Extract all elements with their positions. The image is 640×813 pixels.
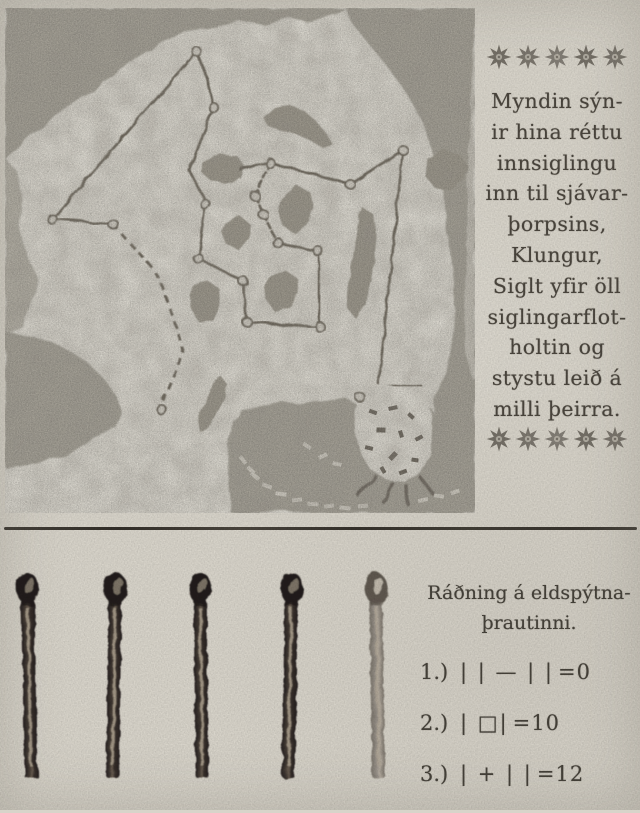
caption-line: siglingarflot- — [487, 304, 627, 329]
matchstick-expression: | □| — [460, 711, 509, 735]
solution-title-line1: Ráðning á eldspýtna- — [427, 582, 631, 604]
star-ornament-icon — [486, 424, 512, 454]
solution-item-1 — [420, 660, 638, 684]
star-ornament-icon — [573, 424, 599, 454]
matchstick-expression: | + | | — [460, 762, 533, 786]
star-ornament-icon — [573, 42, 599, 72]
caption-line: innsiglingu — [496, 150, 618, 175]
harbor-map — [5, 8, 475, 513]
matchstick-neck — [370, 598, 382, 606]
matchstick — [188, 572, 213, 778]
expression-result: =0 — [558, 660, 591, 684]
star-ornament-icon — [602, 42, 628, 72]
matchstick — [101, 572, 127, 778]
solution-panel — [420, 578, 638, 813]
star-ornament-icon — [515, 42, 541, 72]
caption-line: milli þeirra. — [493, 396, 621, 421]
matchstick-neck — [109, 598, 121, 606]
matchstick-neck — [21, 598, 33, 606]
matchstick — [364, 572, 390, 778]
map-caption-text — [479, 86, 635, 425]
caption-line: Klungur, — [511, 242, 603, 267]
caption-line: inn til sjávar- — [485, 181, 629, 206]
matchstick — [15, 572, 42, 778]
halftone-grain-overlay — [5, 8, 475, 513]
solution-item-3 — [420, 762, 638, 786]
matchstick — [277, 572, 304, 778]
matchstick-neck — [194, 598, 206, 606]
caption-line: Myndin sýn- — [491, 89, 623, 113]
item-number: 2.) — [420, 711, 449, 735]
ornament-row-bottom — [479, 424, 635, 458]
star-ornament-icon — [515, 424, 541, 454]
expression-result: =12 — [536, 762, 585, 786]
matchstick-neck — [285, 598, 297, 606]
item-number: 1.) — [420, 660, 449, 684]
caption-line: þorpsins, — [507, 212, 607, 237]
caption-line: Siglt yfir öll — [492, 273, 622, 298]
star-ornament-icon — [486, 42, 512, 72]
caption-line: ir hina réttu — [491, 119, 623, 144]
matchsticks-illustration — [8, 566, 410, 792]
solution-item-2 — [420, 711, 638, 735]
star-ornament-icon — [544, 42, 570, 72]
solution-items — [420, 660, 638, 786]
harbor-map-figure — [5, 8, 475, 513]
expression-result: =10 — [512, 711, 560, 735]
caption-line: holtin og — [509, 335, 605, 360]
item-number: 3.) — [420, 762, 449, 786]
ornament-row-top — [479, 42, 635, 76]
matchstick-expression: | | — | | — [460, 660, 555, 684]
star-ornament-icon — [544, 424, 570, 454]
caption-line: stystu leið á — [491, 366, 623, 391]
star-ornament-icon — [602, 424, 628, 454]
section-divider-rule — [4, 527, 637, 530]
solution-title-line2: þrautinni. — [481, 612, 577, 634]
